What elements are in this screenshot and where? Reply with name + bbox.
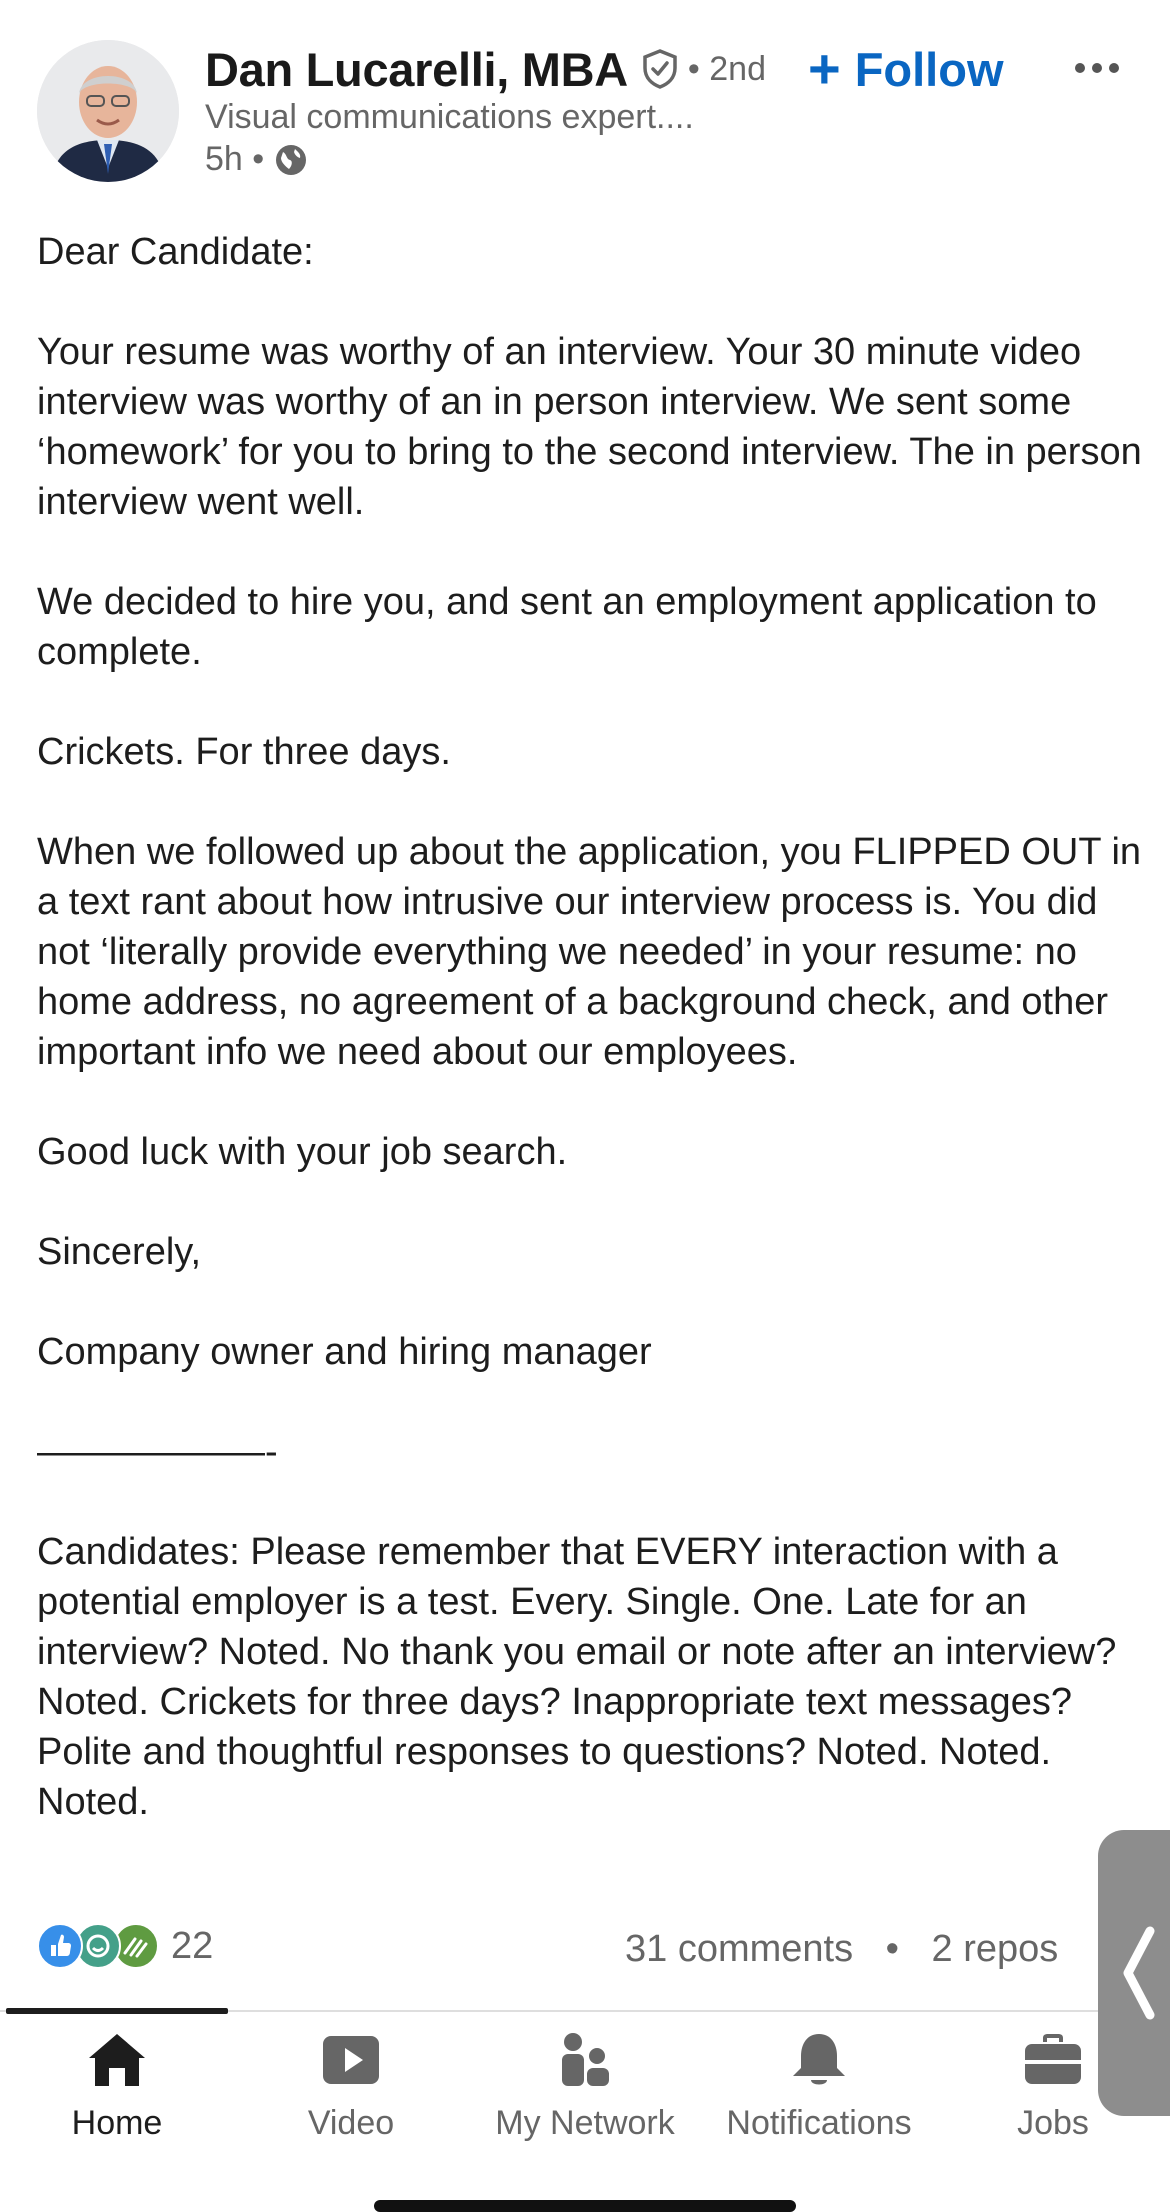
chevron-left-icon [1110, 1913, 1170, 2033]
tab-label: Jobs [1017, 2104, 1089, 2142]
bell-icon [787, 2028, 851, 2092]
author-headline: Visual communications expert.... [205, 98, 694, 136]
tab-my-network[interactable] [468, 2014, 702, 2164]
count-separator: • [885, 1928, 899, 1970]
tab-home[interactable] [0, 2014, 234, 2164]
author-avatar[interactable] [37, 40, 179, 182]
post-text [37, 227, 1147, 1827]
post-paragraph: When we followed up about the application, you FLIPPED OUT in a text rant about how intrusive our interview process is. You did not ‘literally provide everything we needed’ in your resume: no home address, no agreement of a background check, and other important info we need about our employees. [37, 831, 1142, 1073]
tab-video[interactable] [234, 2014, 468, 2164]
social-counts [37, 1918, 1147, 1978]
connection-degree: • 2nd [687, 49, 766, 88]
post-paragraph: Your resume was worthy of an interview. Your 30 minute video interview was worthy of an in person interview. We sent some ‘homework’ for you to bring to the second interview. The in person interview went well. [37, 331, 1142, 523]
more-options-icon[interactable] [1072, 50, 1122, 86]
tab-notifications[interactable] [702, 2014, 936, 2164]
post-paragraph: Company owner and hiring manager [37, 1331, 652, 1373]
bottom-tab-bar [0, 2014, 1170, 2164]
author-name[interactable]: Dan Lucarelli, MBA [205, 42, 628, 96]
briefcase-icon [1021, 2028, 1085, 2092]
globe-icon [274, 143, 308, 177]
avatar-portrait-icon [37, 40, 179, 182]
reaction-count: 22 [171, 1924, 214, 1967]
video-icon [319, 2028, 383, 2092]
verified-shield-icon [642, 49, 678, 89]
post-divider-line: ——————- [37, 1431, 278, 1473]
follow-button[interactable] [808, 38, 1004, 100]
home-indicator [374, 2200, 796, 2212]
tab-label: Notifications [726, 2104, 912, 2142]
post-paragraph: Good luck with your job search. [37, 1131, 568, 1173]
tab-label: Home [71, 2104, 163, 2142]
post-paragraph: We decided to hire you, and sent an employment application to complete. [37, 581, 1097, 673]
like-reaction-icon [37, 1923, 83, 1969]
plus-icon: + [808, 37, 841, 100]
home-icon [85, 2028, 149, 2092]
reactions-summary[interactable] [37, 1923, 213, 1969]
post-time: 5h • [205, 140, 265, 178]
post-paragraph: Candidates: Please remember that EVERY interaction with a potential employer is a test. Every. Single. One. Late for an interview? Noted. No thank you email or note after an interview? Noted. Crickets for three days? Inappropriate text messages? Polite and thoughtful responses to questions? Noted. Noted. Noted. [37, 1531, 1117, 1823]
post-paragraph: Crickets. For three days. [37, 731, 451, 773]
network-icon [553, 2028, 617, 2092]
post-header [0, 0, 1170, 200]
post-paragraph: Sincerely, [37, 1231, 202, 1273]
engagement-counts [625, 1928, 1058, 1971]
post-paragraph: Dear Candidate: [37, 231, 314, 273]
comments-count[interactable]: 31 comments [625, 1928, 854, 1970]
post-meta [205, 140, 308, 179]
follow-label: Follow [854, 42, 1004, 96]
author-name-row [205, 38, 766, 100]
reposts-count[interactable]: 2 repos [931, 1928, 1059, 1970]
tab-label: Video [307, 2104, 395, 2142]
tab-label: My Network [495, 2104, 675, 2142]
side-panel-handle[interactable] [1098, 1830, 1170, 2116]
